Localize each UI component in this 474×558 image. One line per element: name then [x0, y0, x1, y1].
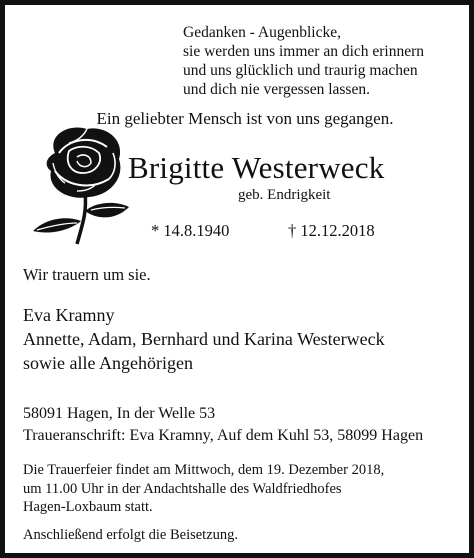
poem-line: sie werden uns immer an dich erinnern — [183, 43, 425, 60]
burial-note: Anschließend erfolgt die Beisetzung. — [23, 527, 239, 543]
mourning-line: Wir trauern um sie. — [23, 265, 151, 284]
poem-line: Gedanken - Augenblicke, — [183, 24, 341, 41]
rose-icon — [25, 123, 137, 245]
address-line: Traueranschrift: Eva Kramny, Auf dem Kuhl 53, 58099 Hagen — [23, 427, 424, 444]
birth-date: * 14.8.1940 — [151, 221, 230, 240]
headline: Ein geliebter Mensch ist von uns gegangen. — [96, 109, 394, 128]
family-line: sowie alle Angehörigen — [23, 353, 193, 373]
service-line: Hagen-Loxbaum statt. — [23, 499, 153, 515]
service-info — [23, 461, 384, 517]
deceased-name: Brigitte Westerweck — [128, 150, 385, 185]
family-list — [23, 303, 385, 375]
address-line: 58091 Hagen, In der Welle 53 — [23, 405, 216, 422]
birth-name: geb. Endrigkeit — [238, 187, 331, 203]
death-date: † 12.12.2018 — [288, 221, 375, 240]
family-line: Eva Kramny — [23, 305, 115, 325]
service-line: um 11.00 Uhr in der Andachtshalle des Waldfriedhofes — [23, 480, 342, 497]
service-line: Die Trauerfeier findet am Mittwoch, dem 19. Dezember 2018, — [23, 462, 385, 478]
poem-line: und uns glücklich und traurig machen — [183, 62, 418, 79]
family-line: Annette, Adam, Bernhard und Karina Westerweck — [23, 329, 385, 349]
poem-line: und dich nie vergessen lassen. — [183, 81, 370, 98]
poem — [183, 23, 424, 99]
address-block — [23, 403, 423, 447]
